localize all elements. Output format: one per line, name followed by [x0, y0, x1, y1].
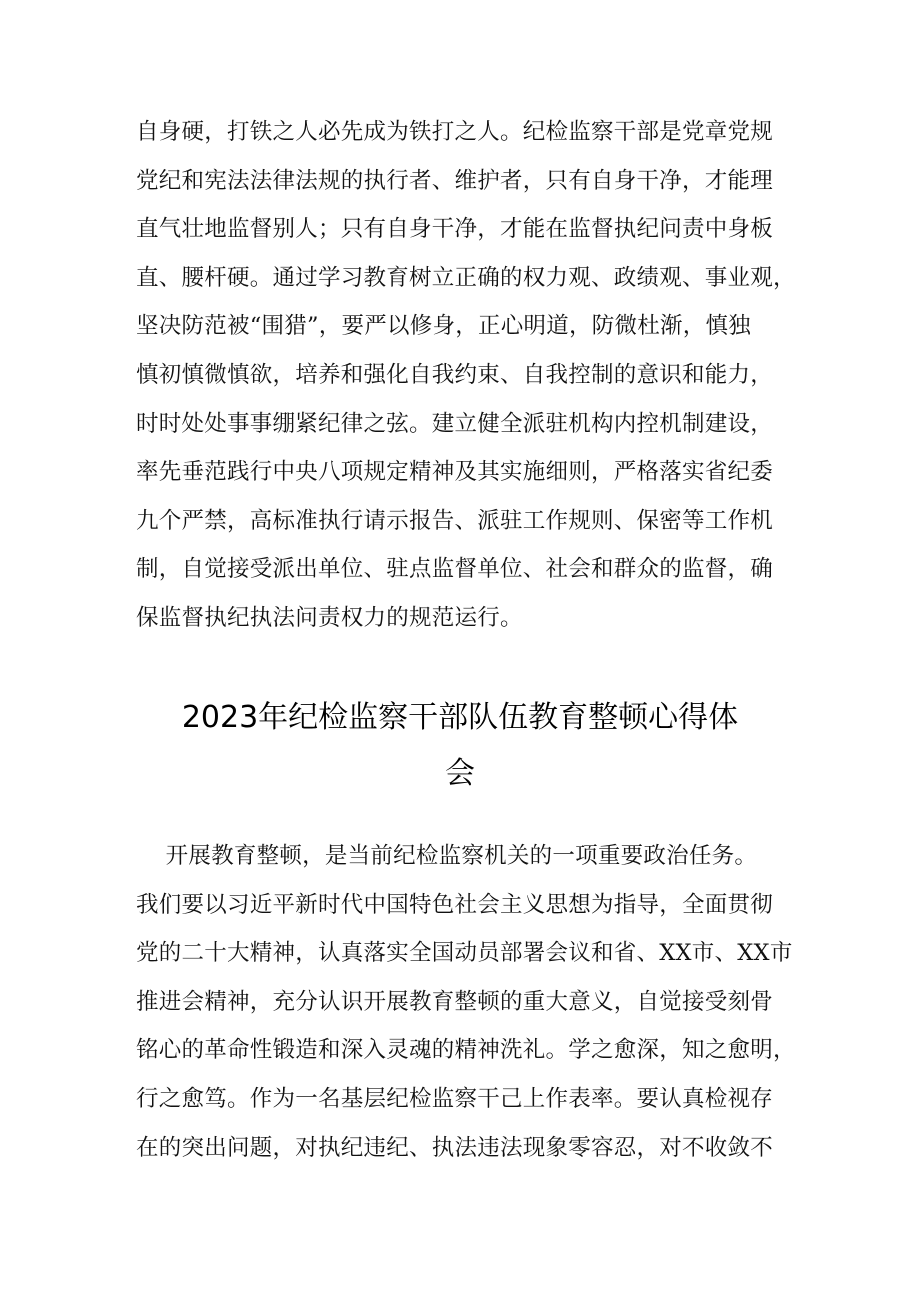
- title-line-2: 会: [445, 756, 475, 791]
- document-title: [100, 690, 820, 802]
- text-line: 推进会精神，充分认识开展教育整顿的重大意义，自觉接受刻骨: [136, 988, 774, 1015]
- text-line: 铭心的革命性锻造和深入灵魂的精神洗礼。学之愈深，知之愈明，: [136, 1037, 796, 1064]
- text-line: 开展教育整顿，是当前纪检监察机关的一项重要政治任务。: [136, 843, 758, 869]
- text-line: 行之愈笃。作为一名基层纪检监察干己上作表率。要认真检视存: [136, 1085, 774, 1112]
- text-line: 时时处处事事绷紧纪律之弦。建立健全派驻机构内控机制建设，: [136, 410, 774, 437]
- body-paragraph-top: [136, 108, 796, 643]
- text-line: 我们要以习近平新时代中国特色社会主义思想为指导，全面贯彻: [136, 891, 774, 918]
- text-line: 慎初慎微慎欲，培养和强化自我约束、自我控制的意识和能力，: [136, 361, 774, 388]
- text-line: 率先垂范践行中央八项规定精神及其实施细则，严格落实省纪委: [136, 459, 774, 486]
- text-line: 党的二十大精神，认真落实全国动员部署会议和省、XX市、XX市: [136, 940, 793, 967]
- text-line: 保监督执纪执法问责权力的规范运行。: [136, 604, 523, 631]
- text-line: 直、腰杆硬。通过学习教育树立正确的权力观、政绩观、事业观，: [136, 264, 796, 291]
- text-line: 九个严禁，高标准执行请示报告、派驻工作规则、保密等工作机: [136, 507, 774, 534]
- body-paragraph-bottom: [136, 832, 796, 1172]
- text-line: 自身硬，打铁之人必先成为铁打之人。纪检监察干部是党章党规: [136, 119, 774, 145]
- text-line: 在的突出问题，对执纪违纪、执法违法现象零容忍，对不收敛不: [136, 1134, 774, 1161]
- text-line: 坚决防范被“围猎”，要严以修身，正心明道，防微杜渐，慎独: [136, 313, 752, 340]
- text-line: 制，自觉接受派出单位、驻点监督单位、社会和群众的监督，确: [136, 556, 774, 583]
- text-line: 党纪和宪法法律法规的执行者、维护者，只有自身干净，才能理: [136, 167, 774, 194]
- text-line: 直气壮地监督别人；只有自身干净，才能在监督执纪问责中身板: [136, 216, 774, 243]
- title-line-1: 2023年纪检监察干部队伍教育整顿心得体: [181, 700, 739, 735]
